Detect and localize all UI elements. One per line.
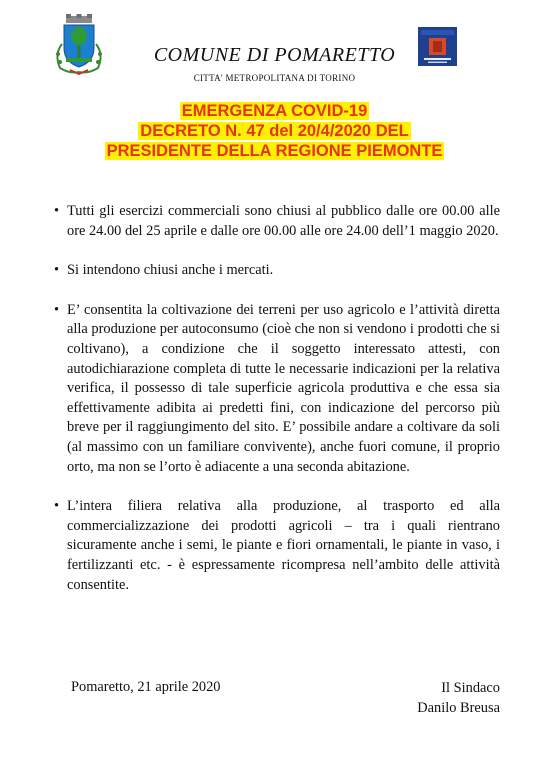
signature-block bbox=[417, 679, 500, 718]
bullet-icon: • bbox=[54, 203, 60, 219]
list-item bbox=[54, 261, 500, 281]
bullet-icon: • bbox=[54, 498, 60, 515]
place-date: Pomaretto, 21 aprile 2020 bbox=[71, 679, 221, 695]
signer-name: Danilo Breusa bbox=[417, 699, 500, 716]
headline-line-1: EMERGENZA COVID-19 bbox=[181, 102, 368, 120]
page-subtitle: CITTA' METROPOLITANA DI TORINO bbox=[193, 73, 356, 83]
decree-list bbox=[54, 202, 500, 595]
list-item-text: L’intera filiera relativa alla produzione, al trasporto ed alla commercializzazione dei prodotti agricoli – tra i quali rientrano sicuramente anche i semi, le piante e fiori ornamentali, le piante in vaso, i fertilizzanti etc. - è espressamente ricompresa nell’ambito delle attività consentite. bbox=[67, 498, 500, 593]
headline bbox=[0, 101, 549, 161]
bullet-icon: • bbox=[54, 262, 60, 279]
list-item bbox=[54, 202, 500, 241]
signer-role: Il Sindaco bbox=[441, 680, 500, 696]
list-item-text: Tutti gli esercizi commerciali sono chiusi al pubblico dalle ore 00.00 alle ore 24.00 del 25 aprile e dalle ore 00.00 alle ore 24.00 dell’1 maggio 2020. bbox=[67, 203, 500, 239]
headline-line-3: PRESIDENTE DELLA REGIONE PIEMONTE bbox=[106, 142, 443, 160]
headline-line-2: DECRETO N. 47 del 20/4/2020 DEL bbox=[140, 122, 409, 140]
bullet-icon: • bbox=[54, 301, 60, 318]
list-item bbox=[54, 497, 500, 595]
list-item-text: Si intendono chiusi anche i mercati. bbox=[67, 262, 274, 279]
page-title: COMUNE DI POMARETTO bbox=[153, 44, 396, 66]
list-item-text: E’ consentita la coltivazione dei terreni per uso agricolo e l’attività diretta alla produzione per autoconsumo (cioè che non si vendono i prodotti che si coltivano), a condizione che il soggetto interessato attesti, con autodichiarazione completa di tutte le necessarie indicazioni per la relativa verifica, il possesso di tale superficie agricola produttiva e che essa sia effettivamente adibita ai predetti fini, con indicazione del percorso più breve per il raggiungimento del sito. E’ possibile andare a coltivare da soli (al massimo con un familiare convivente), anche fuori comune, il proprio orto, ma non se l’orto è adiacente a una seconda abitazione. bbox=[67, 301, 500, 475]
list-item bbox=[54, 301, 500, 477]
